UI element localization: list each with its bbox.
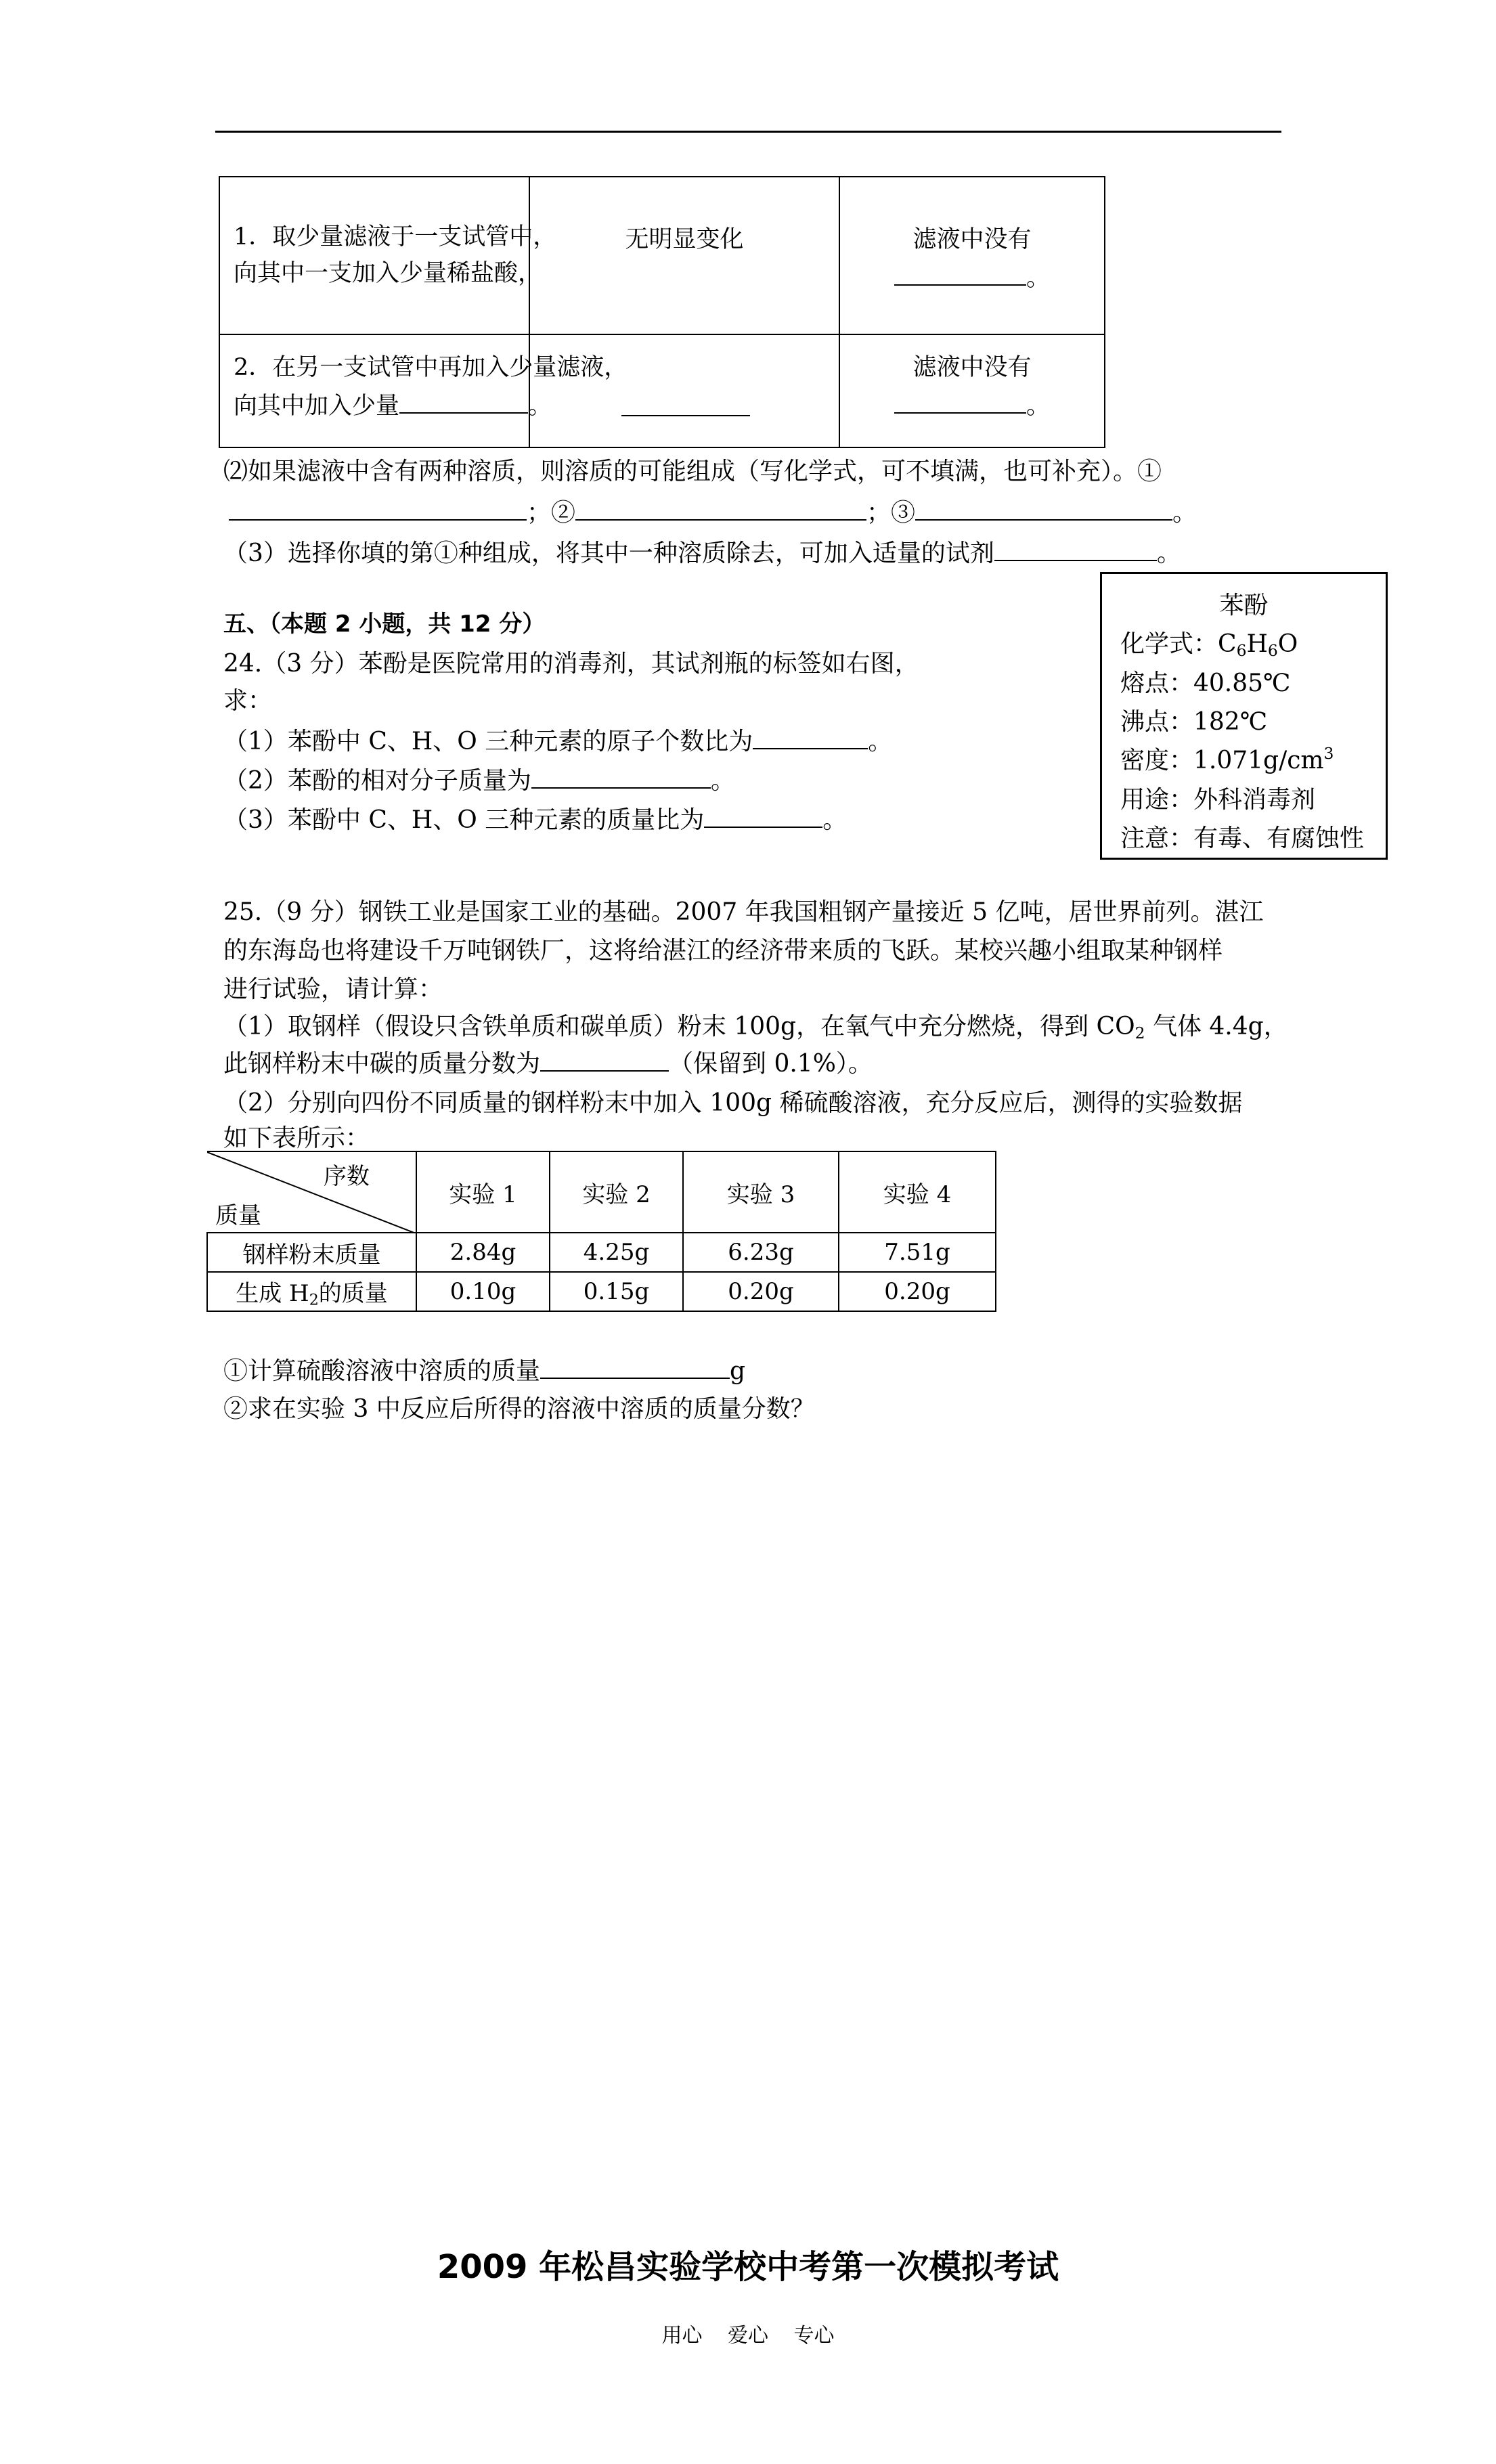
q2-end: 。: [1172, 499, 1197, 527]
q25-line3: 进行试验，请计算：: [223, 975, 443, 1003]
table2-row2-label-text: 生成 H: [236, 1279, 309, 1307]
table2-row2-cell: 0.10g: [416, 1272, 550, 1311]
table2-header-2: 实验 2: [550, 1151, 683, 1233]
table2-row1-cell: 2.84g: [416, 1233, 550, 1272]
table2-header-1: 实验 1: [416, 1151, 550, 1233]
table1-row1-step-line2: 向其中一支加入少量稀盐酸，: [234, 260, 542, 287]
q2-blank-3[interactable]: [915, 492, 1172, 521]
table1-row2-phenomenon: [529, 334, 839, 447]
table2-header-4: 实验 4: [839, 1151, 996, 1233]
table1-row2-step-line2: [234, 385, 552, 421]
table2-corner-top: 序数: [324, 1163, 370, 1190]
phenol-melting-point: 熔点：40.85℃: [1120, 669, 1291, 697]
q24-part2: [223, 760, 735, 801]
q3-text: （3）选择你填的第①种组成，将其中一种溶质除去，可加入适量的试剂: [223, 540, 994, 567]
table1-row2-phenomenon-blank[interactable]: [621, 388, 750, 416]
phenol-formula-c: C: [1218, 630, 1237, 658]
q2-line1: ⑵如果滤液中含有两种溶质，则溶质的可能组成（写化学式，可不填满，也可补充）。①: [223, 458, 1162, 485]
q24-part1-end: 。: [868, 728, 893, 755]
q3-end: 。: [1156, 540, 1181, 567]
q24-part3-blank[interactable]: [704, 799, 822, 828]
table1-row1-period: 。: [1026, 265, 1051, 292]
q2-line2: [229, 492, 1197, 533]
table2-row2-label: [207, 1272, 416, 1311]
table1-row1-conclusion-blank-line: [894, 257, 1050, 293]
q25-part2-line1: （2）分别向四份不同质量的钢样粉末中加入 100g 稀硫酸溶液，充分反应后，测得的实验数据: [223, 1089, 1243, 1117]
footer-motto: 用心 爱心 专心: [661, 2324, 835, 2348]
q25-part1-line2-tail: （保留到 0.1%）。: [669, 1050, 873, 1078]
table2-row2-label-tail: 的质量: [318, 1279, 388, 1307]
phenol-formula-h-count: 6: [1267, 640, 1278, 660]
table1-row2-period: 。: [1026, 393, 1051, 420]
q25-part1-line1-text: （1）取钢样（假设只含铁单质和碳单质）粉末 100g，在氧气中充分燃烧，得到 CO: [223, 1013, 1135, 1040]
phenol-label-box: [1100, 572, 1388, 860]
q24-part3-end: 。: [822, 806, 848, 834]
header-rule: [215, 131, 1281, 133]
table2-row2-cell: 0.20g: [839, 1272, 996, 1311]
q25-part1-line1: [223, 1007, 1288, 1047]
table1-row1-step-line1: 1．取少量滤液于一支试管中，: [234, 223, 557, 250]
q2-sep-2: ；②: [527, 499, 576, 527]
q25-part1-line1-tail: 气体 4.4g，: [1145, 1013, 1288, 1040]
phenol-density-exponent: 3: [1323, 743, 1334, 763]
q25-line2: 的东海岛也将建设千万吨钢铁厂，这将给湛江的经济带来质的飞跃。某校兴趣小组取某种钢样: [223, 937, 1223, 965]
q24-part3-text: （3）苯酚中 C、H、O 三种元素的质量比为: [223, 806, 705, 834]
table1-row2-conclusion: [839, 334, 1105, 447]
q2-blank-2[interactable]: [575, 492, 866, 521]
table1-row2-step-line1: 2．在另一支试管中再加入少量滤液，: [234, 354, 628, 381]
q3-blank[interactable]: [994, 533, 1157, 561]
table2-row1-cell: 4.25g: [550, 1233, 683, 1272]
table1-row2-step-line2-text: 向其中加入少量: [234, 393, 400, 420]
q24-part3: [223, 799, 847, 840]
q2-blank-1[interactable]: [229, 492, 527, 521]
table2-row1-label: 钢样粉末质量: [207, 1233, 416, 1272]
phenol-density: [1120, 741, 1334, 776]
table2-corner-cell: [207, 1151, 416, 1233]
footer-title: 2009 年松昌实验学校中考第一次模拟考试: [437, 2248, 1059, 2286]
section5-heading: 五、（本题 2 小题，共 12 分）: [223, 611, 546, 638]
q24-part1-blank[interactable]: [753, 721, 868, 749]
phenol-formula-h: H: [1246, 630, 1268, 658]
q25-solute-mass-blank[interactable]: [540, 1350, 730, 1379]
table1-row2-step: [219, 334, 628, 447]
table2-row2-cell: 0.15g: [550, 1272, 683, 1311]
phenol-density-text: 密度：1.071g/cm: [1120, 747, 1324, 774]
experiment-table: [219, 176, 1105, 448]
table2-row1-cell: 6.23g: [683, 1233, 839, 1272]
table1-row1-conclusion-text: 滤液中没有: [912, 226, 1032, 253]
table1-row2-answer-blank[interactable]: [894, 385, 1026, 414]
table1-row1-step: [219, 177, 557, 334]
q25-sub1: [223, 1350, 745, 1391]
table1-row1-conclusion: [839, 177, 1105, 334]
table2-header-3: 实验 3: [683, 1151, 839, 1233]
q25-part1-line2-text: 此钢样粉末中碳的质量分数为: [223, 1050, 541, 1078]
table2-row2-cell: 0.20g: [683, 1272, 839, 1311]
q24-part2-blank[interactable]: [531, 760, 711, 789]
q25-sub2: ②求在实验 3 中反应后所得的溶液中溶质的质量分数？: [223, 1395, 815, 1423]
q2-sep-3: ；③: [866, 499, 916, 527]
q24-part1: [223, 721, 892, 762]
q3-line: [223, 533, 1181, 573]
phenol-formula-c-count: 6: [1236, 640, 1247, 660]
table1-row1-phenomenon-text: 无明显变化: [625, 226, 744, 253]
q25-sub1-text: ①计算硫酸溶液中溶质的质量: [223, 1357, 541, 1385]
phenol-use: 用途：外科消毒剂: [1120, 786, 1316, 814]
q24-intro-line1: 24.（3 分）苯酚是医院常用的消毒剂，其试剂瓶的标签如右图，: [223, 650, 919, 678]
table1-row2-conclusion-text: 滤液中没有: [912, 354, 1032, 381]
table1-row1-phenomenon: [529, 177, 839, 334]
table2-h2-subscript: 2: [309, 1291, 319, 1309]
table2-row1-cell: 7.51g: [839, 1233, 996, 1272]
table1-row2-reagent-blank[interactable]: [399, 385, 528, 414]
table1-row2-step-period: 。: [528, 393, 552, 420]
q24-part2-end: 。: [710, 767, 735, 795]
phenol-warning: 注意：有毒、有腐蚀性: [1120, 824, 1365, 852]
phenol-boiling-point: 沸点：182℃: [1120, 708, 1267, 736]
q25-carbon-fraction-blank[interactable]: [540, 1043, 669, 1072]
q25-co2-subscript: 2: [1135, 1023, 1145, 1042]
table1-row2-conclusion-blank-line: [894, 385, 1050, 421]
q24-part1-text: （1）苯酚中 C、H、O 三种元素的原子个数比为: [223, 728, 753, 755]
q24-part2-text: （2）苯酚的相对分子质量为: [223, 767, 531, 795]
phenol-formula-o: O: [1277, 630, 1298, 658]
phenol-formula: [1120, 625, 1298, 660]
phenol-label-title: 苯酚: [1219, 592, 1269, 619]
q24-intro-line2: 求：: [223, 687, 273, 715]
q25-part1-line2: [223, 1043, 873, 1084]
experiment-data-table: [206, 1151, 996, 1312]
q25-part2-line2: 如下表所示：: [223, 1124, 370, 1152]
phenol-formula-label: 化学式：: [1120, 630, 1218, 658]
table1-row1-answer-blank[interactable]: [894, 257, 1026, 286]
table2-corner-bottom: 质量: [215, 1202, 261, 1229]
q25-sub1-unit: g: [730, 1357, 746, 1385]
q25-line1: 25.（9 分）钢铁工业是国家工业的基础。2007 年我国粗钢产量接近 5 亿吨，居世界前列。湛江: [223, 898, 1264, 926]
